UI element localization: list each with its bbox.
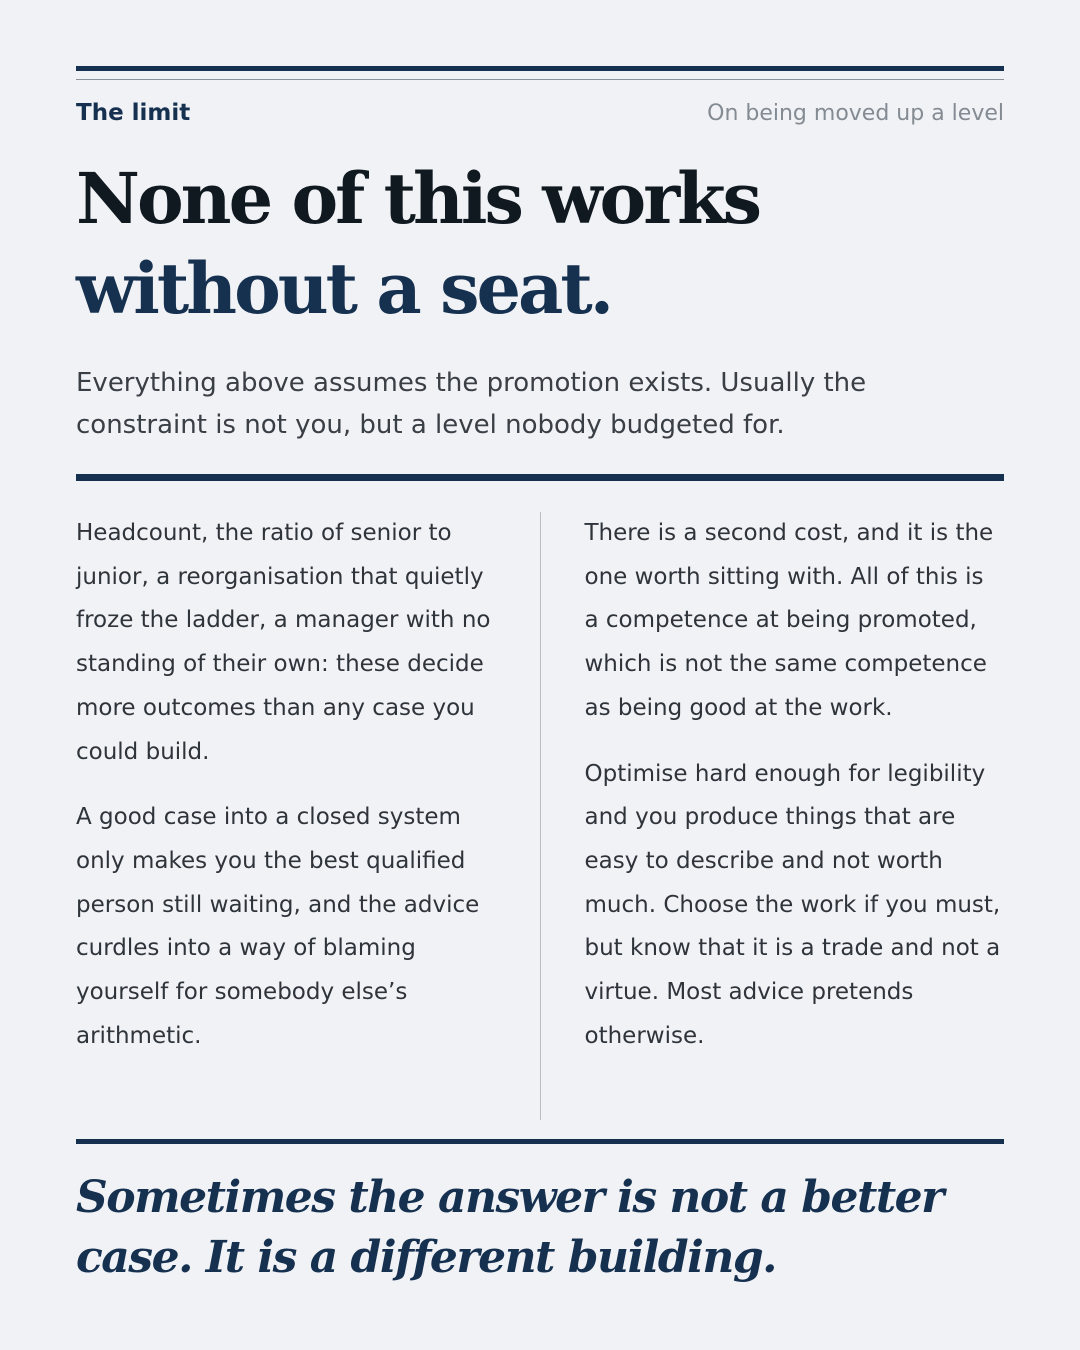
page-title (76, 154, 1004, 334)
body-column-right (585, 512, 1005, 1120)
paragraph: Headcount, the ratio of senior to junior, a reorganisation that quietly froze the ladder, a manager with no standing of their own: these decide more outcomes than any case you could build. (76, 520, 491, 765)
headline-line-2: without a seat. (76, 247, 612, 330)
body-columns (76, 512, 1004, 1120)
section-label: The limit (76, 100, 191, 126)
paragraph: A good case into a closed system only makes you the best qualified person still waiting, and the advice curdles into a way of blaming yourself for somebody else’s arithmetic. (76, 804, 480, 1049)
top-rule-thin (76, 79, 1004, 80)
body-column-left (76, 512, 516, 1120)
standfirst: Everything above assumes the promotion exists. Usually the constraint is not you, but a level nobody budgeted for. (76, 368, 867, 440)
paragraph: Optimise hard enough for legibility and you produce things that are easy to describe and not worth much. Choose the work if you must, but know that it is a trade and not a virtue. Most advice pretends otherwise. (584, 760, 1001, 1049)
section-divider (76, 474, 1004, 481)
topic-label: On being moved up a level (707, 101, 1004, 126)
bottom-rule (76, 1139, 1004, 1144)
top-rule (76, 66, 1004, 71)
article (76, 66, 1004, 1120)
pull-quote: Sometimes the answer is not a better case. It is a different building. (76, 1172, 943, 1283)
column-divider (540, 512, 541, 1120)
headline-line-1: None of this works (76, 157, 759, 240)
article-meta (76, 100, 1004, 130)
paragraph: There is a second cost, and it is the one worth sitting with. All of this is a competence at being promoted, which is not the same competence as being good at the work. (584, 520, 994, 721)
